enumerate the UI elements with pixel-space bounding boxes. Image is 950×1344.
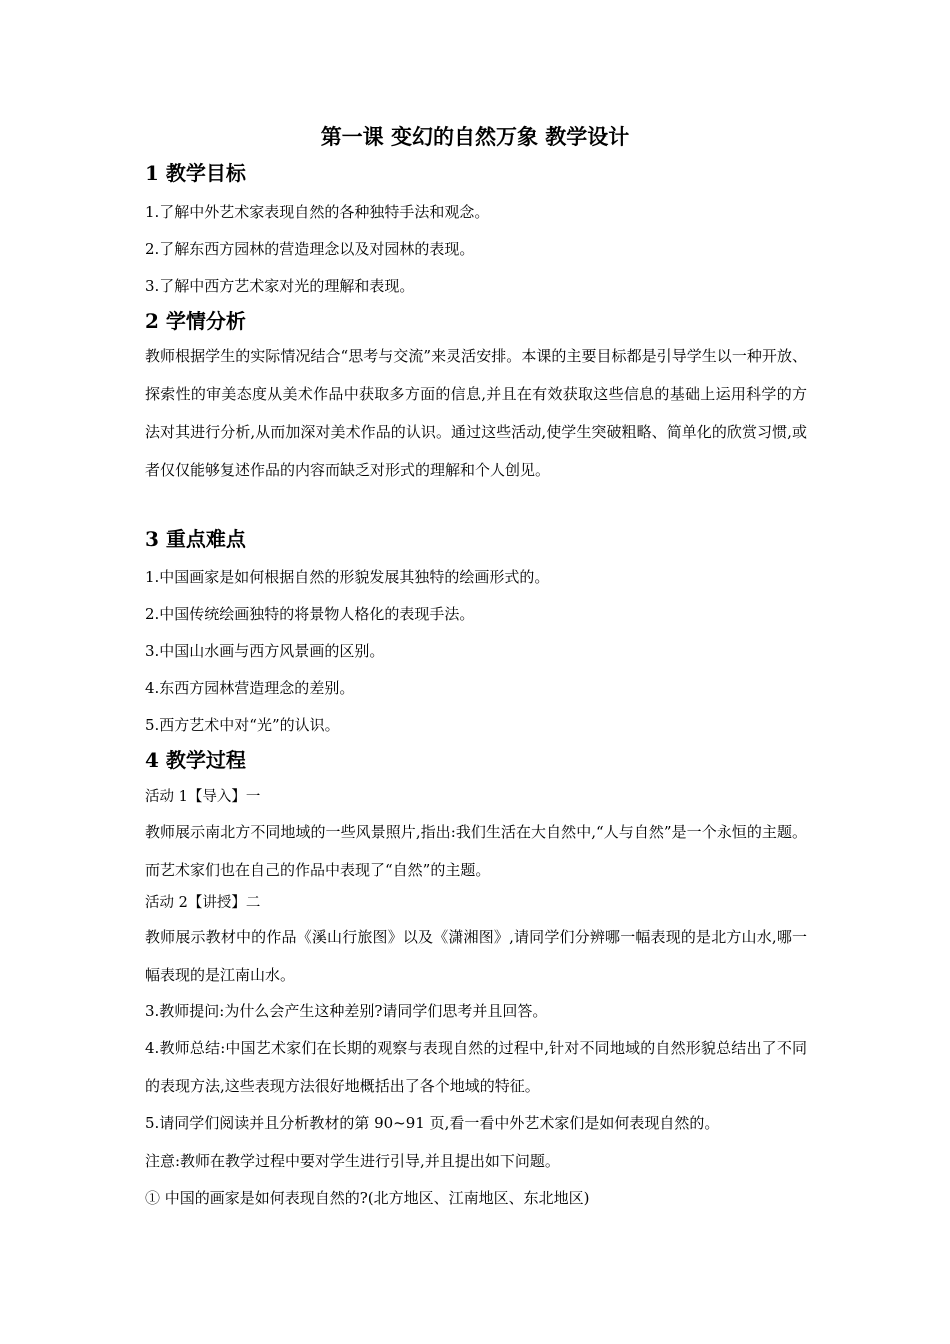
activity-2-label: 活动 2【讲授】二 bbox=[145, 895, 261, 911]
document-title: 第一课 变幻的自然万象 教学设计 bbox=[320, 124, 630, 149]
activity-2-text: 教师展示教材中的作品《溪山行旅图》以及《潇湘图》,请同学们分辨哪一幅表现的是北方山水,哪一幅表现的是江南山水。 bbox=[145, 928, 807, 984]
section-heading-process: 4 教学过程 bbox=[145, 748, 246, 772]
section-heading-analysis: 2 学情分析 bbox=[145, 309, 246, 333]
question-1: ① 中国的画家是如何表现自然的?(北方地区、江南地区、东北地区) bbox=[145, 1189, 590, 1207]
step-3: 3.教师提问:为什么会产生这种差别?请同学们思考并且回答。 bbox=[145, 1002, 548, 1020]
key-point-item: 2.中国传统绘画独特的将景物人格化的表现手法。 bbox=[145, 605, 475, 623]
step-5: 5.请同学们阅读并且分析教材的第 90~91 页,看一看中外艺术家们是如何表现自然的。 bbox=[145, 1114, 720, 1132]
step-4: 4.教师总结:中国艺术家们在长期的观察与表现自然的过程中,针对不同地域的自然形貌总结出了不同的表现方法,这些表现方法很好地概括出了各个地域的特征。 bbox=[145, 1039, 807, 1095]
activity-1-text: 教师展示南北方不同地域的一些风景照片,指出:我们生活在大自然中,“人与自然”是一个永恒的主题。而艺术家们也在自己的作品中表现了“自然”的主题。 bbox=[145, 823, 807, 879]
note: 注意:教师在教学过程中要对学生进行引导,并且提出如下问题。 bbox=[145, 1152, 560, 1170]
key-point-item: 3.中国山水画与西方风景画的区别。 bbox=[145, 642, 385, 660]
objective-item: 2.了解东西方园林的营造理念以及对园林的表现。 bbox=[145, 240, 475, 258]
activity-1-label: 活动 1【导入】一 bbox=[145, 789, 261, 805]
key-point-item: 4.东西方园林营造理念的差别。 bbox=[145, 679, 355, 697]
section-heading-objectives: 1 教学目标 bbox=[145, 161, 246, 185]
key-point-item: 5.西方艺术中对“光”的认识。 bbox=[145, 716, 340, 734]
section-heading-key-points: 3 重点难点 bbox=[145, 527, 246, 551]
analysis-paragraph: 教师根据学生的实际情况结合“思考与交流”来灵活安排。本课的主要目标都是引导学生以一种开放、探索性的审美态度从美术作品中获取多方面的信息,并且在有效获取这些信息的基础上运用科学的方法对其进行分析,从而加深对美术作品的认识。通过这些活动,使学生突破粗略、简单化的欣赏习惯,或者仅仅能够复述作品的内容而缺乏对形式的理解和个人创见。 bbox=[145, 347, 807, 479]
objective-item: 1.了解中外艺术家表现自然的各种独特手法和观念。 bbox=[145, 203, 490, 221]
key-point-item: 1.中国画家是如何根据自然的形貌发展其独特的绘画形式的。 bbox=[145, 568, 550, 586]
objective-item: 3.了解中西方艺术家对光的理解和表现。 bbox=[145, 277, 415, 295]
